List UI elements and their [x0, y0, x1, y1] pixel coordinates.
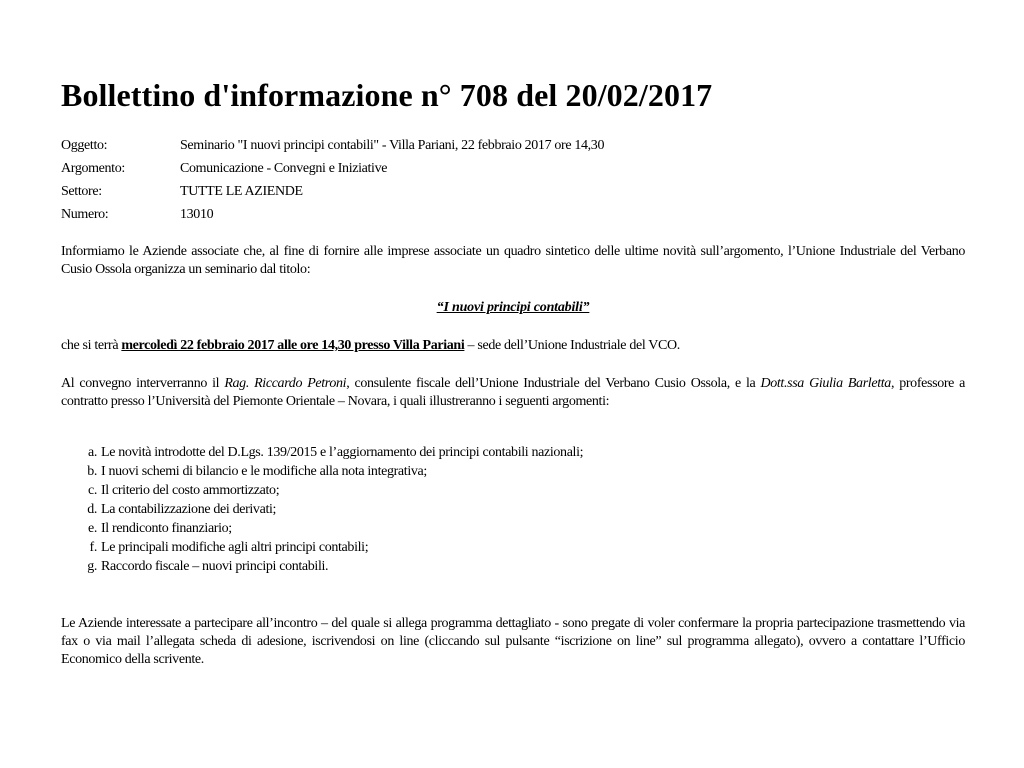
event-date-paragraph [61, 337, 965, 355]
list-item [61, 538, 965, 557]
meta-label: Numero: [61, 207, 109, 222]
meta-value: Seminario "I nuovi principi contabili" - Villa Pariani, 22 febbraio 2017 ore 14,30 [180, 138, 605, 153]
meta-row-argomento [61, 157, 965, 180]
closing-paragraph: Le Aziende interessate a partecipare all’incontro – del quale si allega programma dettagliato - sono pregate di voler confermare la propria partecipazione trasmettendo via fax o via mail l’allegata scheda di adesione, iscrivendosi on line (cliccando sul pulsante “iscrizione on line” sul programma allegato), ovvero a contattare l’Ufficio Economico della scrivente. [61, 616, 965, 667]
speaker-name: Rag. Riccardo Petroni [224, 376, 347, 391]
list-item-text: I nuovi schemi di bilancio e le modifiche alla nota integrativa; [101, 464, 427, 479]
metadata-table [61, 134, 965, 226]
meta-label: Argomento: [61, 161, 125, 176]
list-marker: g. [87, 559, 97, 574]
speakers-text: , professore a contratto presso l’Università del Piemonte Orientale – Novara, i quali illustreranno i seguenti argomenti: [61, 376, 966, 409]
list-marker: c. [87, 483, 97, 498]
speakers-text: , consulente fiscale dell’Unione Industriale del Verbano Cusio Ossola, e la [346, 376, 761, 391]
meta-value: 13010 [180, 207, 214, 222]
meta-label: Settore: [61, 184, 102, 199]
list-marker: f. [89, 540, 97, 555]
list-item [61, 443, 965, 462]
meta-row-oggetto [61, 134, 965, 157]
intro-paragraph: Informiamo le Aziende associate che, al fine di fornire alle imprese associate un quadro sintetico delle ultime novità sull’argomento, l’Unione Industriale del Verbano Cusio Ossola organizza un seminario dal titolo: [61, 244, 965, 277]
list-item [61, 557, 965, 576]
list-item-text: La contabilizzazione dei derivati; [101, 502, 277, 517]
meta-label: Oggetto: [61, 138, 108, 153]
event-date-highlight: mercoledì 22 febbraio 2017 alle ore 14,30 presso Villa Pariani [121, 338, 465, 353]
list-item [61, 519, 965, 538]
list-item [61, 462, 965, 481]
meta-value: TUTTE LE AZIENDE [180, 184, 303, 199]
event-date-prefix: che si terrà [61, 338, 122, 353]
list-item-text: Il rendiconto finanziario; [101, 521, 232, 536]
bulletin-document [61, 76, 965, 669]
list-item-text: Il criterio del costo ammortizzato; [101, 483, 280, 498]
list-item-text: Le principali modifiche agli altri principi contabili; [101, 540, 369, 555]
list-item-text: Raccordo fiscale – nuovi principi contabili. [101, 559, 329, 574]
list-marker: d. [87, 502, 97, 517]
list-marker: b. [87, 464, 97, 479]
speaker-name: Dott.ssa Giulia Barletta [760, 376, 891, 391]
list-marker: a. [87, 445, 97, 460]
topics-list [61, 443, 965, 576]
list-item-text: Le novità introdotte del D.Lgs. 139/2015 e l’aggiornamento dei principi contabili nazionali; [101, 445, 584, 460]
bulletin-title: Bollettino d'informazione n° 708 del 20/02/2017 [61, 77, 713, 113]
meta-row-settore [61, 180, 965, 203]
speakers-text: Al convegno interverranno il [61, 376, 225, 391]
speakers-paragraph [61, 375, 965, 411]
list-item [61, 500, 965, 519]
meta-row-numero [61, 203, 965, 226]
meta-value: Comunicazione - Convegni e Iniziative [180, 161, 388, 176]
event-date-suffix: – sede dell’Unione Industriale del VCO. [464, 338, 680, 353]
list-marker: e. [87, 521, 97, 536]
list-item [61, 481, 965, 500]
seminar-title: “I nuovi principi contabili” [436, 300, 590, 315]
